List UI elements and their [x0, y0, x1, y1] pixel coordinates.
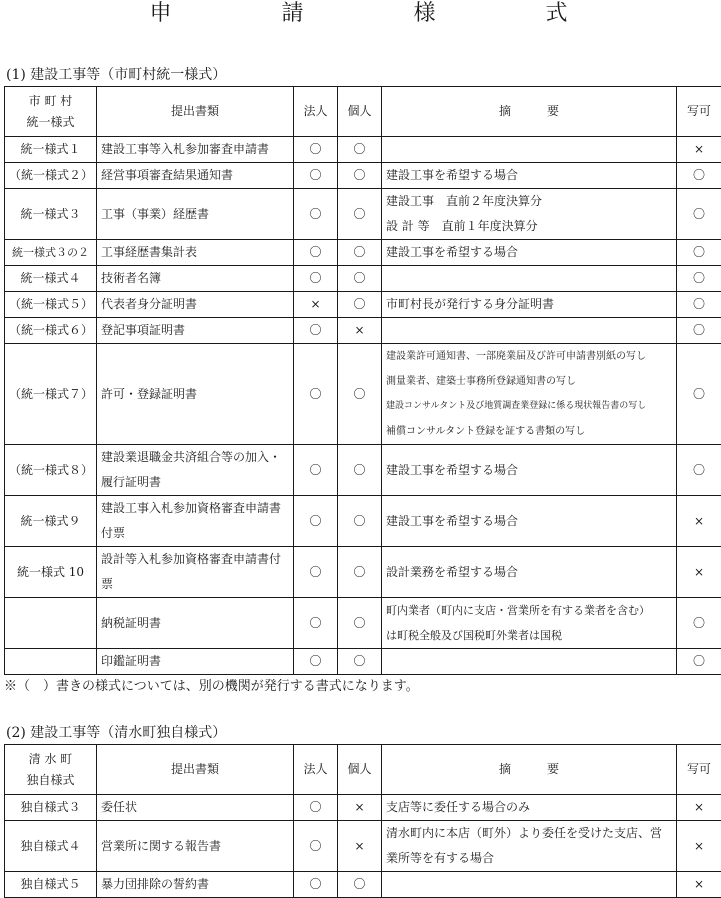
doc-cell: 工事（事業）経歴書 — [97, 189, 294, 240]
summary-cell: 建設工事を希望する場合 — [382, 496, 677, 547]
summary-cell: 建設工事を希望する場合 — [382, 163, 677, 189]
copy-cell: 〇 — [677, 266, 721, 292]
copy-cell: 〇 — [677, 240, 721, 266]
section1-title: (1) 建設工事等（市町村統一様式） — [6, 67, 227, 83]
form-header — [5, 745, 97, 795]
corp-cell: 〇 — [294, 795, 338, 821]
copy-cell: 〇 — [677, 163, 721, 189]
corp-cell: 〇 — [294, 547, 338, 598]
summary-cell: 建設工事を希望する場合 — [382, 240, 677, 266]
form-header — [5, 87, 97, 137]
corp-cell: 〇 — [294, 240, 338, 266]
table-row — [5, 547, 721, 598]
corp-cell: 〇 — [294, 821, 338, 872]
summary-cell — [382, 872, 677, 898]
copy-cell: × — [677, 795, 721, 821]
indiv-cell: 〇 — [338, 344, 382, 445]
table-row — [5, 163, 721, 189]
summary-cell: 支店等に委任する場合のみ — [382, 795, 677, 821]
summary-cell — [382, 137, 677, 163]
table-row — [5, 649, 721, 675]
form-cell — [5, 598, 97, 649]
summary-line: 補償コンサルタント登録を証する書類の写し — [386, 426, 586, 437]
form-cell: （統一様式５） — [5, 292, 97, 318]
form-cell: （統一様式６） — [5, 318, 97, 344]
doc-cell: 暴力団排除の誓約書 — [97, 872, 294, 898]
doc-cell: 設計等入札参加資格審査申請書付票 — [97, 547, 294, 598]
summary-line: 建設コンサルタント及び地質調査業登録に係る現状報告書の写し — [386, 401, 647, 411]
corp-cell: 〇 — [294, 189, 338, 240]
summary-cell — [382, 649, 677, 675]
indiv-cell: 〇 — [338, 445, 382, 496]
table-row — [5, 344, 721, 445]
table-row — [5, 189, 721, 240]
summary-cell: 設計業務を希望する場合 — [382, 547, 677, 598]
form-cell: 統一様式４ — [5, 266, 97, 292]
indiv-header: 個人 — [338, 87, 382, 137]
header-row — [5, 87, 721, 137]
footnote: ※（ ）書きの様式については、別の機関が発行する書式になります。 — [4, 679, 419, 694]
summary-cell: 清水町内に本店（町外）より委任を受けた支店、営業所等を有する場合 — [382, 821, 677, 872]
summary-line: 設 計 等 直前１年度決算分 — [386, 219, 538, 233]
doc-header: 提出書類 — [97, 745, 294, 795]
indiv-cell: × — [338, 821, 382, 872]
indiv-cell: 〇 — [338, 496, 382, 547]
indiv-cell: 〇 — [338, 292, 382, 318]
copy-cell: 〇 — [677, 292, 721, 318]
doc-cell: 工事経歴書集計表 — [97, 240, 294, 266]
table-row — [5, 795, 721, 821]
table-row — [5, 318, 721, 344]
copy-cell: × — [677, 137, 721, 163]
table-row — [5, 137, 721, 163]
indiv-cell: 〇 — [338, 189, 382, 240]
summary-cell — [382, 266, 677, 292]
doc-cell: 経営事項審査結果通知書 — [97, 163, 294, 189]
doc-cell: 委任状 — [97, 795, 294, 821]
copy-header: 写可 — [677, 87, 721, 137]
corp-header: 法人 — [294, 87, 338, 137]
corp-cell: 〇 — [294, 872, 338, 898]
corp-cell: 〇 — [294, 445, 338, 496]
form-header-line2: 独自様式 — [26, 772, 75, 787]
form-cell — [5, 649, 97, 675]
section2-title: (2) 建設工事等（清水町独自様式） — [6, 725, 227, 741]
form-cell: （統一様式７） — [5, 344, 97, 445]
form-cell: 独自様式４ — [5, 821, 97, 872]
corp-cell: 〇 — [294, 649, 338, 675]
table-row — [5, 496, 721, 547]
table-row — [5, 872, 721, 898]
corp-cell: 〇 — [294, 496, 338, 547]
section2-table — [4, 744, 721, 898]
copy-cell: 〇 — [677, 598, 721, 649]
form-cell: 独自様式５ — [5, 872, 97, 898]
indiv-cell: 〇 — [338, 266, 382, 292]
doc-cell: 建設工事等入札参加審査申請書 — [97, 137, 294, 163]
header-row — [5, 745, 721, 795]
doc-cell: 営業所に関する報告書 — [97, 821, 294, 872]
indiv-cell: 〇 — [338, 547, 382, 598]
form-cell: （統一様式２） — [5, 163, 97, 189]
summary-cell — [382, 318, 677, 344]
form-header-line1: 市 町 村 — [28, 93, 73, 108]
copy-cell: 〇 — [677, 344, 721, 445]
doc-cell: 建設工事入札参加資格審査申請書付票 — [97, 496, 294, 547]
indiv-cell: × — [338, 795, 382, 821]
doc-cell: 登記事項証明書 — [97, 318, 294, 344]
summary-line: 建設工事 直前２年度決算分 — [386, 194, 543, 208]
page-title: 申 請 様 式 — [149, 1, 612, 26]
copy-cell: 〇 — [677, 649, 721, 675]
form-cell: 独自様式３ — [5, 795, 97, 821]
indiv-cell: 〇 — [338, 240, 382, 266]
copy-cell: 〇 — [677, 189, 721, 240]
indiv-cell: 〇 — [338, 649, 382, 675]
copy-cell: 〇 — [677, 445, 721, 496]
corp-header: 法人 — [294, 745, 338, 795]
form-cell: （統一様式８） — [5, 445, 97, 496]
form-cell: 統一様式３の２ — [5, 240, 97, 266]
form-header-line2: 統一様式 — [26, 114, 75, 129]
copy-cell: × — [677, 872, 721, 898]
indiv-cell: 〇 — [338, 163, 382, 189]
form-header-line1: 清 水 町 — [28, 751, 73, 766]
indiv-cell: × — [338, 318, 382, 344]
copy-header: 写可 — [677, 745, 721, 795]
table-row — [5, 821, 721, 872]
summary-line: は町税全般及び国税町外業者は国税 — [386, 629, 562, 642]
summary-cell — [382, 598, 677, 649]
form-cell: 統一様式１ — [5, 137, 97, 163]
corp-cell: × — [294, 292, 338, 318]
indiv-cell: 〇 — [338, 137, 382, 163]
summary-line: 建設業許可通知書、一部廃業届及び許可申請書別紙の写し — [386, 351, 646, 362]
copy-cell: 〇 — [677, 318, 721, 344]
summary-cell — [382, 344, 677, 445]
doc-cell: 許可・登録証明書 — [97, 344, 294, 445]
corp-cell: 〇 — [294, 266, 338, 292]
corp-cell: 〇 — [294, 598, 338, 649]
copy-cell: × — [677, 821, 721, 872]
copy-cell: × — [677, 547, 721, 598]
doc-cell: 建設業退職金共済組合等の加入・履行証明書 — [97, 445, 294, 496]
form-cell: 統一様式 10 — [5, 547, 97, 598]
indiv-header: 個人 — [338, 745, 382, 795]
summary-cell — [382, 189, 677, 240]
doc-header: 提出書類 — [97, 87, 294, 137]
summary-cell: 市町村長が発行する身分証明書 — [382, 292, 677, 318]
summary-header: 摘 要 — [382, 745, 677, 795]
table-row — [5, 240, 721, 266]
table-row — [5, 598, 721, 649]
doc-cell: 技術者名簿 — [97, 266, 294, 292]
section1-table — [4, 86, 721, 675]
form-cell: 統一様式３ — [5, 189, 97, 240]
corp-cell: 〇 — [294, 344, 338, 445]
summary-header: 摘 要 — [382, 87, 677, 137]
table-row — [5, 292, 721, 318]
corp-cell: 〇 — [294, 163, 338, 189]
doc-cell: 納税証明書 — [97, 598, 294, 649]
indiv-cell: 〇 — [338, 872, 382, 898]
copy-cell: × — [677, 496, 721, 547]
corp-cell: 〇 — [294, 137, 338, 163]
summary-line: 測量業者、建築士事務所登録通知書の写し — [386, 376, 576, 387]
doc-cell: 代表者身分証明書 — [97, 292, 294, 318]
doc-cell: 印鑑証明書 — [97, 649, 294, 675]
indiv-cell: 〇 — [338, 598, 382, 649]
summary-cell: 建設工事を希望する場合 — [382, 445, 677, 496]
table-row — [5, 266, 721, 292]
form-cell: 統一様式９ — [5, 496, 97, 547]
summary-line: 町内業者（町内に支店・営業所を有する業者を含む） — [386, 604, 650, 617]
table-row — [5, 445, 721, 496]
corp-cell: 〇 — [294, 318, 338, 344]
